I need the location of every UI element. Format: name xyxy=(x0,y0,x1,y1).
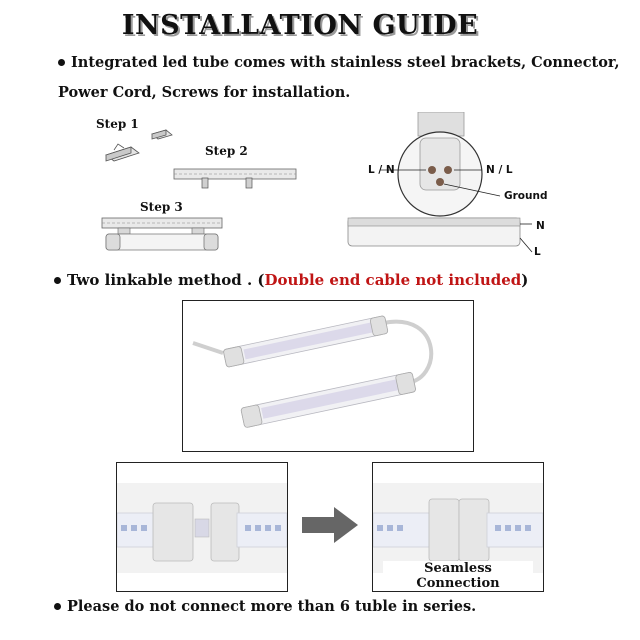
footer-bullet xyxy=(54,598,476,615)
page-title: INSTALLATION GUIDE xyxy=(121,10,479,41)
pin-left-icon xyxy=(428,166,436,174)
linked-tubes-photo xyxy=(182,300,474,452)
wire-label-n: N xyxy=(536,220,545,232)
intro-bullet xyxy=(58,54,620,71)
bracket-icon xyxy=(152,130,172,139)
tube-lower xyxy=(241,372,416,428)
pin-right-icon xyxy=(444,166,452,174)
seamless-caption: Seamless Connection xyxy=(383,561,533,591)
linkable-close: ) xyxy=(521,271,529,289)
wiring-diagram xyxy=(340,112,570,262)
linkable-text: Two linkable method . ( xyxy=(67,271,265,289)
bullet-dot xyxy=(54,277,61,284)
installation-steps-illustration xyxy=(96,120,326,260)
warning-text: Double end cable not included xyxy=(264,271,522,289)
after-connection-photo xyxy=(372,462,544,592)
tube-upper xyxy=(223,316,388,368)
ceiling-screws-icon xyxy=(174,169,296,188)
wire-label-left: L / N xyxy=(368,164,395,176)
step-2-label: Step 2 xyxy=(205,144,248,158)
wire-label-l: L xyxy=(534,246,541,258)
pin-ground-icon xyxy=(436,178,444,186)
arrow-right-icon xyxy=(300,505,360,545)
linkable-line xyxy=(54,271,528,289)
mounted-tube-icon xyxy=(102,218,222,250)
wire-label-right: N / L xyxy=(486,164,513,176)
bullet-dot xyxy=(54,603,61,610)
step-3-label: Step 3 xyxy=(140,200,183,214)
wire-label-ground: Ground xyxy=(504,190,548,202)
intro-line-2: Power Cord, Screws for installation. xyxy=(58,84,351,101)
bullet-dot xyxy=(58,59,65,66)
step-1-label: Step 1 xyxy=(96,117,139,131)
intro-line-1: Integrated led tube comes with stainless steel brackets, Connector, xyxy=(71,54,620,71)
bracket-icon xyxy=(106,144,139,161)
footer-text: Please do not connect more than 6 tuble in series. xyxy=(67,598,477,615)
before-connection-photo xyxy=(116,462,288,592)
